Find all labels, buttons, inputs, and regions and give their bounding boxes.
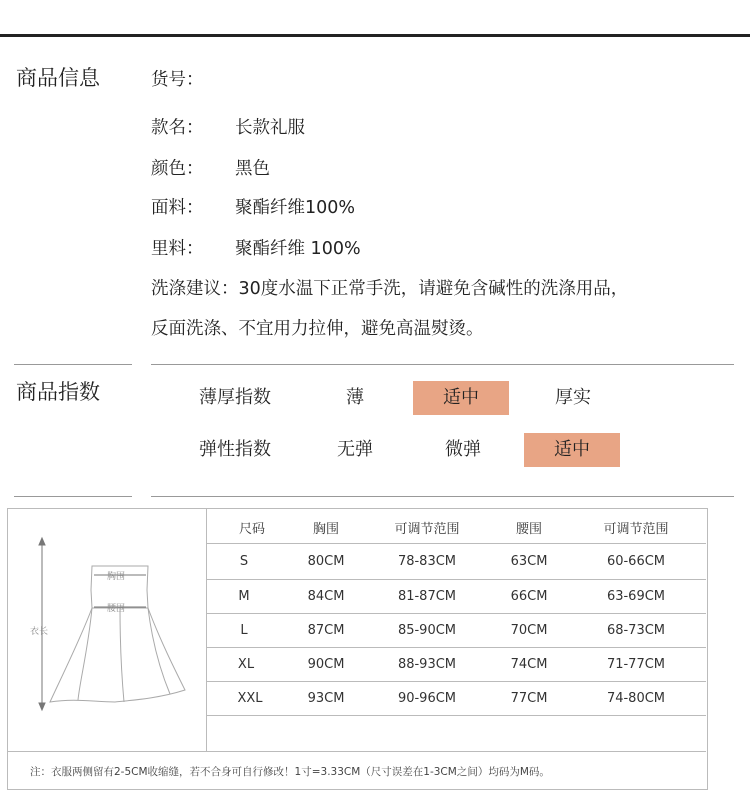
divider bbox=[151, 496, 734, 497]
info-value: 聚酯纤维100% bbox=[235, 198, 356, 218]
divider bbox=[14, 364, 132, 365]
elasticity-option-medium-selected: 适中 bbox=[524, 433, 620, 467]
table-cell: 74CM bbox=[510, 657, 548, 672]
info-label: 面料： bbox=[151, 198, 204, 218]
table-cell: 68-73CM bbox=[606, 623, 666, 638]
product-index-title: 商品指数 bbox=[16, 380, 100, 404]
table-cell: 78-83CM bbox=[397, 554, 457, 569]
table-cell-size: XXL bbox=[237, 691, 263, 706]
table-header: 可调节范围 bbox=[394, 522, 460, 537]
table-cell: 60-66CM bbox=[606, 554, 666, 569]
info-value: 黑色 bbox=[235, 159, 270, 179]
table-rule bbox=[207, 681, 706, 682]
chest-label: 胸围 bbox=[107, 572, 126, 582]
product-info-title: 商品信息 bbox=[16, 66, 100, 90]
thickness-option-thick: 厚实 bbox=[555, 387, 591, 408]
info-row-color bbox=[151, 155, 270, 180]
wash-advice-line-2: 反面洗涤、不宜用力拉伸，避免高温熨烫。 bbox=[151, 319, 484, 339]
table-rule bbox=[207, 543, 706, 544]
table-cell: 84CM bbox=[307, 589, 345, 604]
table-cell: 87CM bbox=[307, 623, 345, 638]
info-row-fabric bbox=[151, 194, 355, 219]
info-label: 里料： bbox=[151, 239, 204, 259]
table-cell: 88-93CM bbox=[397, 657, 457, 672]
table-cell: 80CM bbox=[307, 554, 345, 569]
table-cell: 90CM bbox=[307, 657, 345, 672]
table-cell-size: M bbox=[238, 589, 250, 604]
table-cell: 71-77CM bbox=[606, 657, 666, 672]
size-chart-note-divider bbox=[7, 751, 706, 752]
info-label: 颜色： bbox=[151, 159, 204, 179]
elasticity-option-slight: 微弹 bbox=[445, 439, 481, 460]
info-row-lining bbox=[151, 235, 361, 260]
table-cell: 85-90CM bbox=[397, 623, 457, 638]
size-note: 注：衣服两侧留有2-5CM收缩缝，若不合身可自行修改！1寸=3.33CM（尺寸误差在1-3CM之间）均码为M码。 bbox=[30, 766, 550, 778]
table-rule bbox=[207, 647, 706, 648]
thickness-option-thin: 薄 bbox=[346, 387, 364, 408]
length-label: 衣长 bbox=[30, 627, 49, 637]
table-cell: 70CM bbox=[510, 623, 548, 638]
table-cell: 63-69CM bbox=[606, 589, 666, 604]
table-cell: 81-87CM bbox=[397, 589, 457, 604]
table-rule bbox=[207, 613, 706, 614]
info-value: 聚酯纤维 100% bbox=[235, 239, 361, 259]
top-rule bbox=[0, 34, 750, 37]
table-header: 胸围 bbox=[312, 522, 339, 537]
info-row-style-name bbox=[151, 114, 305, 139]
info-value: 长款礼服 bbox=[235, 118, 305, 138]
table-header: 腰围 bbox=[515, 522, 542, 537]
elasticity-option-none: 无弹 bbox=[337, 439, 373, 460]
info-label: 款名： bbox=[151, 118, 204, 138]
table-cell-size: L bbox=[240, 623, 248, 638]
table-cell: 74-80CM bbox=[606, 691, 666, 706]
wash-advice-line-1: 洗涤建议：30度水温下正常手洗，请避免含碱性的洗涤用品， bbox=[151, 279, 629, 299]
table-cell: 77CM bbox=[510, 691, 548, 706]
table-cell: 66CM bbox=[510, 589, 548, 604]
table-cell: 93CM bbox=[307, 691, 345, 706]
info-row-item-no bbox=[151, 66, 235, 91]
table-cell: 63CM bbox=[510, 554, 548, 569]
table-header: 尺码 bbox=[238, 522, 265, 537]
table-cell-size: S bbox=[239, 554, 249, 569]
divider bbox=[14, 496, 132, 497]
table-header: 可调节范围 bbox=[603, 522, 669, 537]
thickness-option-medium-selected: 适中 bbox=[413, 381, 509, 415]
waist-label: 腰围 bbox=[107, 604, 126, 614]
divider bbox=[151, 364, 734, 365]
thickness-index-label: 薄厚指数 bbox=[199, 387, 271, 408]
table-rule bbox=[207, 579, 706, 580]
table-cell-size: XL bbox=[237, 657, 255, 672]
table-rule bbox=[207, 715, 706, 716]
info-label: 货号： bbox=[151, 70, 204, 90]
table-cell: 90-96CM bbox=[397, 691, 457, 706]
elasticity-index-label: 弹性指数 bbox=[199, 439, 271, 460]
